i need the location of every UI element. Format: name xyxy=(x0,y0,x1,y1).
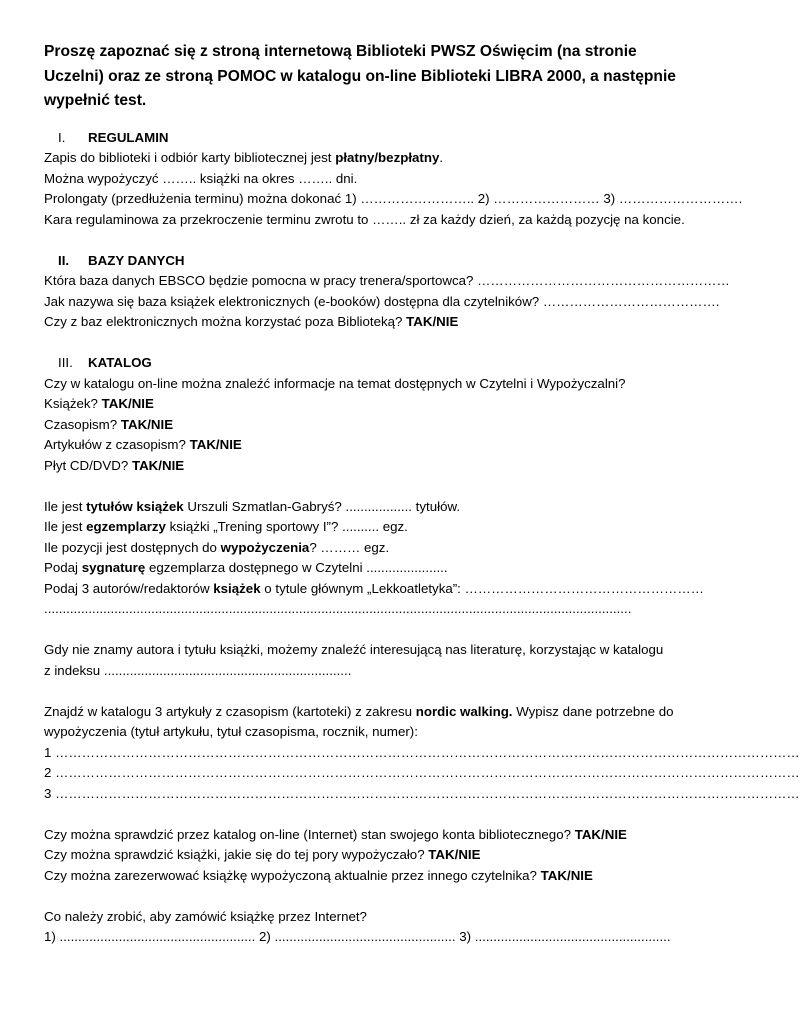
answer-options: TAK/NIE xyxy=(131,457,185,473)
question-text: egzemplarza dostępnego w Czytelni ...................... xyxy=(145,560,448,575)
question-line xyxy=(44,558,680,579)
document-title: Proszę zapoznać się z stroną internetową Biblioteki PWSZ Oświęcim (na stronie Uczelni) oraz ze stroną POMOC w katalogu on-line Biblioteki LIBRA 2000, a następnie wypełnić test. xyxy=(44,43,676,109)
question-text: książki „Trening sportowy I”? .......... egz. xyxy=(165,519,408,534)
question-text: Artykułów z czasopism? xyxy=(44,437,190,452)
section-heading xyxy=(44,251,680,272)
answer-options: TAK/NIE xyxy=(189,437,242,452)
answer-options: TAK/NIE xyxy=(428,847,481,862)
answer-options: TAK/NIE xyxy=(574,826,627,842)
question-line: Kara regulaminowa za przekroczenie terminu zwrotu to …….. zł za każdy dzień, za każdą pozycję na koncie. xyxy=(44,211,685,227)
emphasis: tytułów książek xyxy=(86,498,184,514)
question-line xyxy=(44,579,704,600)
question-line: Co należy zrobić, aby zamówić książkę przez Internet? xyxy=(44,908,367,924)
answer-options: płatny/bezpłatny xyxy=(335,150,440,165)
question-text: Urszuli Szmatlan-Gabryś? .................. tytułów. xyxy=(183,498,461,514)
question-text: Płyt CD/DVD? xyxy=(44,457,132,473)
answer-line: 1) ..................................................... 2) ................................................. 3) ..................................................... xyxy=(44,929,671,944)
question-line xyxy=(44,702,680,723)
question-text: Podaj 3 autorów/redaktorów xyxy=(44,580,214,596)
answer-options: TAK/NIE xyxy=(120,416,174,432)
section-number: III. xyxy=(58,355,73,370)
question-line: Która baza danych EBSCO będzie pomocna w pracy trenera/sportowca? ………………………………………………… xyxy=(44,273,730,288)
question-line xyxy=(44,148,680,169)
question-line: z indeksu ................................................................... xyxy=(44,662,352,678)
emphasis: egzemplarzy xyxy=(86,519,166,534)
question-text: Ile jest xyxy=(44,498,87,514)
section-heading xyxy=(44,128,680,149)
emphasis: książek xyxy=(213,580,261,596)
question-text: Ile jest xyxy=(44,519,87,534)
question-line xyxy=(44,517,680,538)
question-text: Znajdź w katalogu 3 artykuły z czasopism (kartoteki) z zakresu xyxy=(44,703,416,719)
question-text: Ile pozycji jest dostępnych do xyxy=(44,539,221,555)
emphasis: wypożyczenia xyxy=(220,539,310,555)
question-line: Można wypożyczyć …….. książki na okres …….. dni. xyxy=(44,170,358,186)
question-text: Książek? xyxy=(44,396,102,411)
section-number: II. xyxy=(58,252,70,268)
question-line xyxy=(44,538,680,559)
answer-options: TAK/NIE xyxy=(101,396,154,411)
answer-line: ............................................................................................................................................................... xyxy=(44,601,632,616)
question-line xyxy=(44,845,680,866)
question-text: Czy można sprawdzić książki, jakie się do tej pory wypożyczało? xyxy=(44,847,429,862)
section-regulamin xyxy=(44,128,743,231)
answer-line: 1 …………………………………………………………………………………………………………………………………………………… xyxy=(44,744,800,760)
punctuation: . xyxy=(439,150,444,165)
question-text: Podaj xyxy=(44,560,82,575)
emphasis: sygnaturę xyxy=(81,560,146,575)
question-text: Czy można sprawdzić przez katalog on-line (Internet) stan swojego konta bibliotecznego? xyxy=(44,826,575,842)
section-bazy-danych xyxy=(44,251,730,333)
question-text: ? ……… egz. xyxy=(309,539,390,555)
answer-line: 2 …………………………………………………………………………………………………………………………………………………… xyxy=(44,765,800,780)
question-line: Gdy nie znamy autora i tytułu książki, możemy znaleźć interesującą nas literaturę, korzystając w katalogu xyxy=(44,642,664,657)
question-line xyxy=(44,415,680,436)
question-line xyxy=(44,312,680,333)
section-number: I. xyxy=(58,129,66,145)
section-katalog xyxy=(44,353,800,948)
question-line: Prolongaty (przedłużenia terminu) można dokonać 1) …………………….. 2) …………………… 3) ………………………. xyxy=(44,191,743,206)
question-line: Czy w katalogu on-line można znaleźć informacje na temat dostępnych w Czytelni i Wypożyczalni? xyxy=(44,375,626,391)
test-document xyxy=(44,40,800,948)
question-line: Jak nazywa się baza książek elektronicznych (e-booków) dostępna dla czytelników? …………………………………. xyxy=(44,293,720,309)
question-text: Wypisz dane potrzebne do xyxy=(512,703,674,719)
question-line xyxy=(44,825,680,846)
emphasis: nordic walking. xyxy=(415,703,513,719)
answer-options: TAK/NIE xyxy=(406,314,459,329)
question-text: o tytule głównym „Lekkoatletyka”: ……………………………………………… xyxy=(260,580,704,596)
question-text: Czy można zarezerwować książkę wypożyczoną aktualnie przez innego czytelnika? xyxy=(44,867,541,883)
section-title: BAZY DANYCH xyxy=(88,252,185,268)
question-text: Czasopism? xyxy=(44,416,121,432)
answer-line: 3 …………………………………………………………………………………………………………………………………………………… xyxy=(44,785,800,801)
question-line xyxy=(44,394,680,415)
question-text: Czy z baz elektronicznych można korzystać poza Biblioteką? xyxy=(44,314,407,329)
section-heading xyxy=(44,353,680,374)
question-line xyxy=(44,866,680,887)
question-line xyxy=(44,497,680,518)
question-line xyxy=(44,456,680,477)
question-line xyxy=(44,435,680,456)
section-title: KATALOG xyxy=(88,355,152,370)
question-text: Zapis do biblioteki i odbiór karty bibliotecznej jest xyxy=(44,150,336,165)
answer-options: TAK/NIE xyxy=(540,867,593,883)
section-title: REGULAMIN xyxy=(88,129,169,145)
question-line: wypożyczenia (tytuł artykułu, tytuł czasopisma, rocznik, numer): xyxy=(44,724,418,739)
